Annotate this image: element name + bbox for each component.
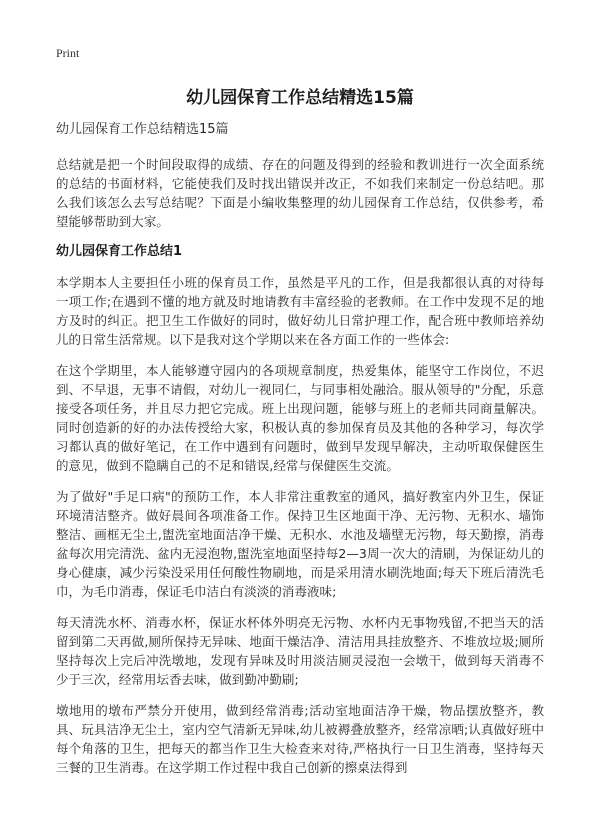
body-paragraph-4: 每天清洗水杯、消毒水杯，保证水杯体外明亮无污物、水杯内无事物残留,不把当天的活留到第二天再做,厕所保持无异味、地面干燥洁净、清洁用具挂放整齐、不堆放垃圾;厕所坚持每次上完后冲洗墩地，发现有异味及时用淡洁厕灵浸泡一会墩干，做到每天消毒不少于三次，经常用坛香去味，做到勤冲勤刷; [56,615,544,687]
body-paragraph-2: 在这个学期里，本人能够遵守园内的各项规章制度，热爱集体，能坚守工作岗位，不迟到、不早退，无事不请假，对幼儿一视同仁，与同事相处融洽。服从领导的"分配，乐意接受各项任务，并且尽力把它完成。班上出现问题，能够与班上的老师共同商量解决。同时创造新的好的办法传授给大家，积极认真的参加保育员及其他的各种学习，每次学习都认真的做好笔记，在工作中遇到有问题时，做到早发现早解决，主动听取保健医生的意见，做到不隐瞒自己的不足和错误,经常与保健医生交流。 [56,363,544,473]
print-label: Print [56,46,80,60]
document-subtitle: 幼儿园保育工作总结精选15篇 [56,122,229,137]
document-title: 幼儿园保育工作总结精选15篇 [186,88,414,108]
body-paragraph-5: 墩地用的墩布严禁分开使用，做到经常消毒;活动室地面洁净干燥，物品摆放整齐，教具、玩具洁净无尘土，室内空气清新无异味,幼儿被褥叠放整齐，经常凉晒;认真做好班中每个角落的卫生，把每天的都当作卫生大检查来对待,严格执行一日卫生消毒，坚持每天三餐的卫生消毒。在这学期工作过程中我自己创新的擦桌法得到 [56,703,544,775]
body-paragraph-1: 本学期本人主要担任小班的保育员工作，虽然是平凡的工作，但是我都很认真的对待每一项工作;在遇到不懂的地方就及时地请教有丰富经验的老教师。在工作中发现不足的地方及时的纠正。把卫生工作做好的同时，做好幼儿日常护理工作，配合班中教师培养幼儿的日常生活常规。以下是我对这个学期以来在各方面工作的一些体会: [56,275,544,347]
body-paragraph-3: 为了做好"手足口病"的预防工作，本人非常注重教室的通风，搞好教室内外卫生，保证环境清洁整齐。做好晨间各项准备工作。保持卫生区地面干净、无污物、无积水、墙饰整洁、画框无尘土,盥洗室地面洁净干燥、无积水、水池及墙壁无污物，每天勤擦，消毒盆每次用完清洗、盆内无浸泡物,盥洗室地面坚持每2—3周一次大的清刷，为保证幼儿的身心健康，减少污染没采用任何酸性物刷地，而是采用清水刷洗地面;每天下班后清洗毛巾，为毛巾消毒，保证毛巾洁白有淡淡的消毒液味; [56,489,544,599]
section-heading: 幼儿园保育工作总结1 [56,244,183,259]
intro-paragraph: 总结就是把一个时间段取得的成绩、存在的问题及得到的经验和教训进行一次全面系统的总结的书面材料，它能使我们及时找出错误并改正，不如我们来制定一份总结吧。那么我们该怎么去写总结呢？下面是小编收集整理的幼儿园保育工作总结，仅供参考，希望能够帮助到大家。 [56,157,544,229]
